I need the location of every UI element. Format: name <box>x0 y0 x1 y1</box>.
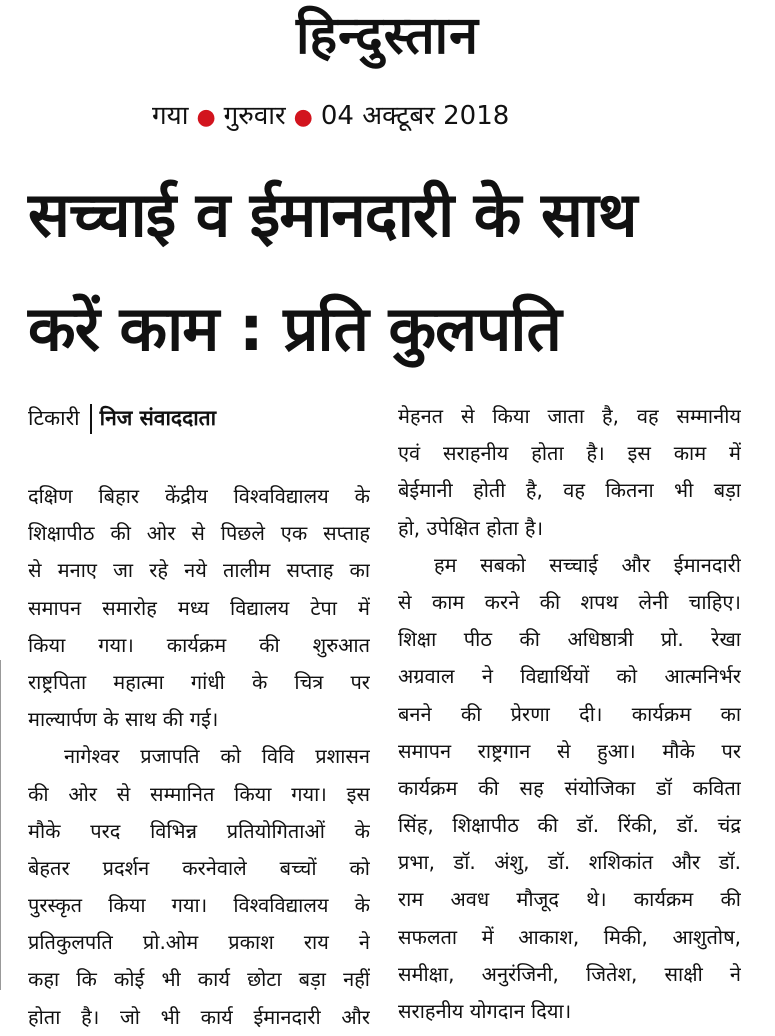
text-line: शिक्षापीठ की ओर से पिछले एक सप्ताह <box>28 521 370 546</box>
text-line: शिक्षा पीठ की अधिष्ठात्री प्रो. रेखा <box>398 627 741 652</box>
headline-line-1: सच्चाई व ईमानदारी के साथ <box>28 178 637 251</box>
dateline-day: गुरुवार <box>223 101 286 131</box>
text-line: प्रतिकुलपति प्रो.ओम प्रकाश राय ने <box>28 930 370 955</box>
text-line: प्रभा, डॉ. अंशु, डॉ. शशिकांत और डॉ. <box>398 850 741 875</box>
text-line: माल्यार्पण के साथ की गई। <box>28 707 219 732</box>
text-line: किया गया। कार्यक्रम की शुरुआत <box>28 632 370 657</box>
dateline-date: 04 अक्टूबर 2018 <box>320 101 510 131</box>
text-line: की ओर से सम्मानित किया गया। इस <box>28 781 370 806</box>
text-line: कहा कि कोई भी कार्य छोटा बड़ा नहीं <box>28 967 370 992</box>
text-line: सफलता में आकाश, मिकी, आशुतोष, <box>398 924 741 949</box>
text-line: मेहनत से किया जाता है, वह सम्मानीय <box>398 404 741 428</box>
text-line: बेईमानी होती है, वह कितना भी बड़ा <box>398 478 741 503</box>
bullet-dot-icon: ● <box>293 105 313 130</box>
text-line: बनने की प्रेरणा दी। कार्यक्रम का <box>398 701 741 726</box>
article-column-1 <box>28 478 370 1036</box>
newspaper-masthead: हिन्दुस्तान <box>296 5 479 66</box>
article-column-2 <box>398 398 741 1030</box>
byline <box>28 400 216 436</box>
text-line: हम सबको सच्चाई और ईमानदारी <box>434 552 741 577</box>
text-line: समापन समारोह मध्य विद्यालय टेपा में <box>28 595 370 620</box>
text-line: मौके परद विभिन्न प्रतियोगिताओं के <box>28 818 370 843</box>
text-line: से मनाए जा रहे नये तालीम सप्ताह का <box>28 558 370 583</box>
byline-divider <box>90 404 92 434</box>
byline-author: निज संवाददाता <box>99 406 217 430</box>
byline-place: टिकारी <box>28 406 80 430</box>
text-line: से काम करने की शपथ लेनी चाहिए। <box>398 589 741 614</box>
text-line: दक्षिण बिहार केंद्रीय विश्वविद्यालय के <box>28 484 370 508</box>
headline-line-2: करें काम : प्रति कुलपति <box>28 292 561 365</box>
text-line: राम अवध मौजूद थे। कार्यक्रम की <box>398 887 741 912</box>
text-line: नागेश्वर प्रजापति को विवि प्रशासन <box>64 744 370 769</box>
dateline-city: गया <box>152 101 189 131</box>
text-line: राष्ट्रपिता महात्मा गांधी के चित्र पर <box>28 669 370 694</box>
text-line: पुरस्कृत किया गया। विश्वविद्यालय के <box>28 893 370 918</box>
article-headline <box>28 158 758 386</box>
text-line: बेहतर प्रदर्शन करनेवाले बच्चों को <box>28 855 370 880</box>
bullet-dot-icon: ● <box>196 105 216 130</box>
text-line: समापन राष्ट्रगान से हुआ। मौके पर <box>398 738 741 763</box>
text-line: समीक्षा, अनुरंजिनी, जितेश, साक्षी ने <box>398 961 741 986</box>
text-line: कार्यक्रम की सह संयोजिका डॉ कविता <box>398 775 741 800</box>
text-line: एवं सराहनीय होता है। इस काम में <box>398 441 741 466</box>
column-rule <box>0 660 1 990</box>
dateline <box>152 96 632 138</box>
text-line: हो, उपेक्षित होता है। <box>398 515 544 540</box>
text-line: सराहनीय योगदान दिया। <box>398 999 572 1023</box>
text-line: होता है। जो भी कार्य ईमानदारी और <box>28 1004 370 1029</box>
text-line: सिंह, शिक्षापीठ की डॉ. रिंकी, डॉ. चंद्र <box>398 813 741 838</box>
text-line: अग्रवाल ने विद्यार्थियों को आत्मनिर्भर <box>398 664 741 689</box>
